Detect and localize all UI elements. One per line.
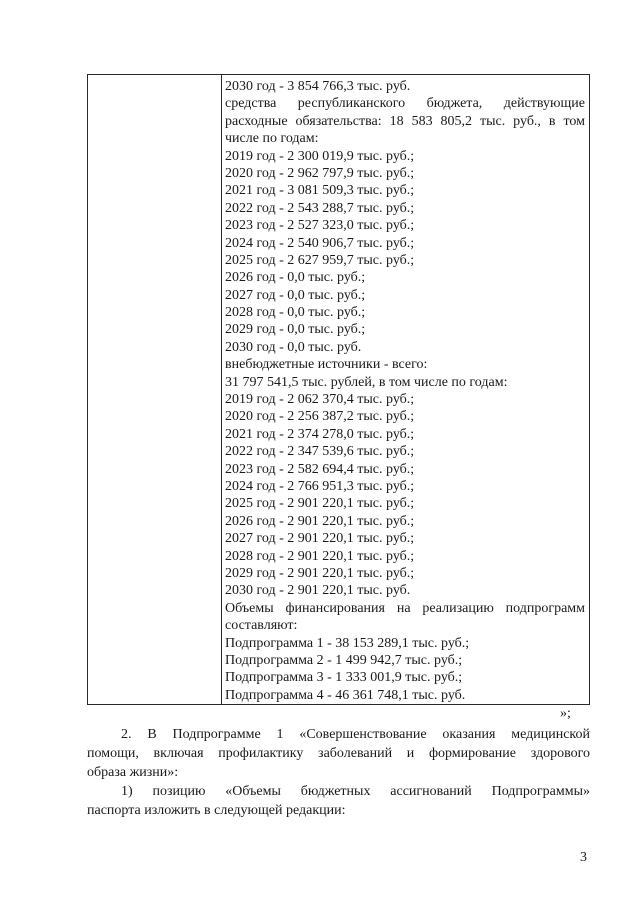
table-line: 2020 год - 2 256 387,2 тыс. руб.; <box>225 409 415 425</box>
table-line: 2020 год - 2 962 797,9 тыс. руб.; <box>225 165 415 181</box>
table-line: 2023 год - 2 527 323,0 тыс. руб.; <box>225 218 415 234</box>
table-line: 2027 год - 2 901 220,1 тыс. руб.; <box>225 531 415 547</box>
table-line: 2019 год - 2 062 370,4 тыс. руб.; <box>225 392 415 408</box>
table-line: внебюджетные источники - всего: <box>225 357 428 373</box>
table-line: Подпрограмма 2 - 1 499 942,7 тыс. руб.; <box>225 652 463 668</box>
table-line: числе по годам: <box>225 131 319 147</box>
table-line: 2026 год - 0,0 тыс. руб.; <box>225 270 366 286</box>
table-line: составляют: <box>225 618 298 634</box>
table-line: 2027 год - 0,0 тыс. руб.; <box>225 287 366 303</box>
paragraph-line: 1) позицию «Объемы бюджетных ассигнований Подпрограммы» <box>121 784 590 799</box>
closing-quote-mark: »; <box>560 706 571 721</box>
table-line: Объемы финансирования на реализацию подпрограмм <box>225 600 585 616</box>
table-line: Подпрограмма 4 - 46 361 748,1 тыс. руб. <box>225 687 466 703</box>
table-line: 2021 год - 2 374 278,0 тыс. руб.; <box>225 426 415 442</box>
table-line: 2030 год - 3 854 766,3 тыс. руб. <box>225 79 411 94</box>
table-line: 2028 год - 2 901 220,1 тыс. руб.; <box>225 548 415 564</box>
paragraph-item-1-sub <box>87 782 590 820</box>
table-column-divider <box>221 75 222 704</box>
table-line: 2024 год - 2 766 951,3 тыс. руб.; <box>225 478 415 494</box>
paragraph-line: паспорта изложить в следующей редакции: <box>87 803 346 818</box>
passport-table <box>87 74 590 705</box>
paragraph-line: помощи, включая профилактику заболеваний и формирование здорового <box>87 746 590 761</box>
table-line: средства республиканского бюджета, действующие <box>225 96 585 112</box>
paragraph-line: образа жизни»: <box>87 765 179 780</box>
table-line: 2021 год - 3 081 509,3 тыс. руб.; <box>225 183 415 199</box>
table-line: 2030 год - 2 901 220,1 тыс. руб. <box>225 583 411 599</box>
table-line: Подпрограмма 3 - 1 333 001,9 тыс. руб.; <box>225 670 463 686</box>
table-line: 2023 год - 2 582 694,4 тыс. руб.; <box>225 461 415 477</box>
page-number: 3 <box>580 850 587 865</box>
paragraph-item-2 <box>87 725 590 782</box>
table-line: Подпрограмма 1 - 38 153 289,1 тыс. руб.; <box>225 635 470 651</box>
table-line: 2030 год - 0,0 тыс. руб. <box>225 339 362 355</box>
table-line: 2025 год - 2 627 959,7 тыс. руб.; <box>225 252 415 268</box>
table-line: 2026 год - 2 901 220,1 тыс. руб.; <box>225 513 415 529</box>
table-line: 2024 год - 2 540 906,7 тыс. руб.; <box>225 235 415 251</box>
table-line: 2022 год - 2 347 539,6 тыс. руб.; <box>225 444 415 460</box>
table-line: 2028 год - 0,0 тыс. руб.; <box>225 305 366 321</box>
table-line: 31 797 541,5 тыс. рублей, в том числе по годам: <box>225 374 508 390</box>
table-line: 2019 год - 2 300 019,9 тыс. руб.; <box>225 148 415 164</box>
table-line: 2029 год - 0,0 тыс. руб.; <box>225 322 366 338</box>
paragraph-line: 2. В Подпрограмме 1 «Совершенствование оказания медицинской <box>121 727 590 742</box>
table-line: 2022 год - 2 543 288,7 тыс. руб.; <box>225 200 415 216</box>
table-line: 2025 год - 2 901 220,1 тыс. руб.; <box>225 496 415 512</box>
table-content-cell <box>225 78 585 704</box>
table-line: 2029 год - 2 901 220,1 тыс. руб.; <box>225 565 415 581</box>
table-line: расходные обязательства: 18 583 805,2 тыс. руб., в том <box>225 113 585 129</box>
